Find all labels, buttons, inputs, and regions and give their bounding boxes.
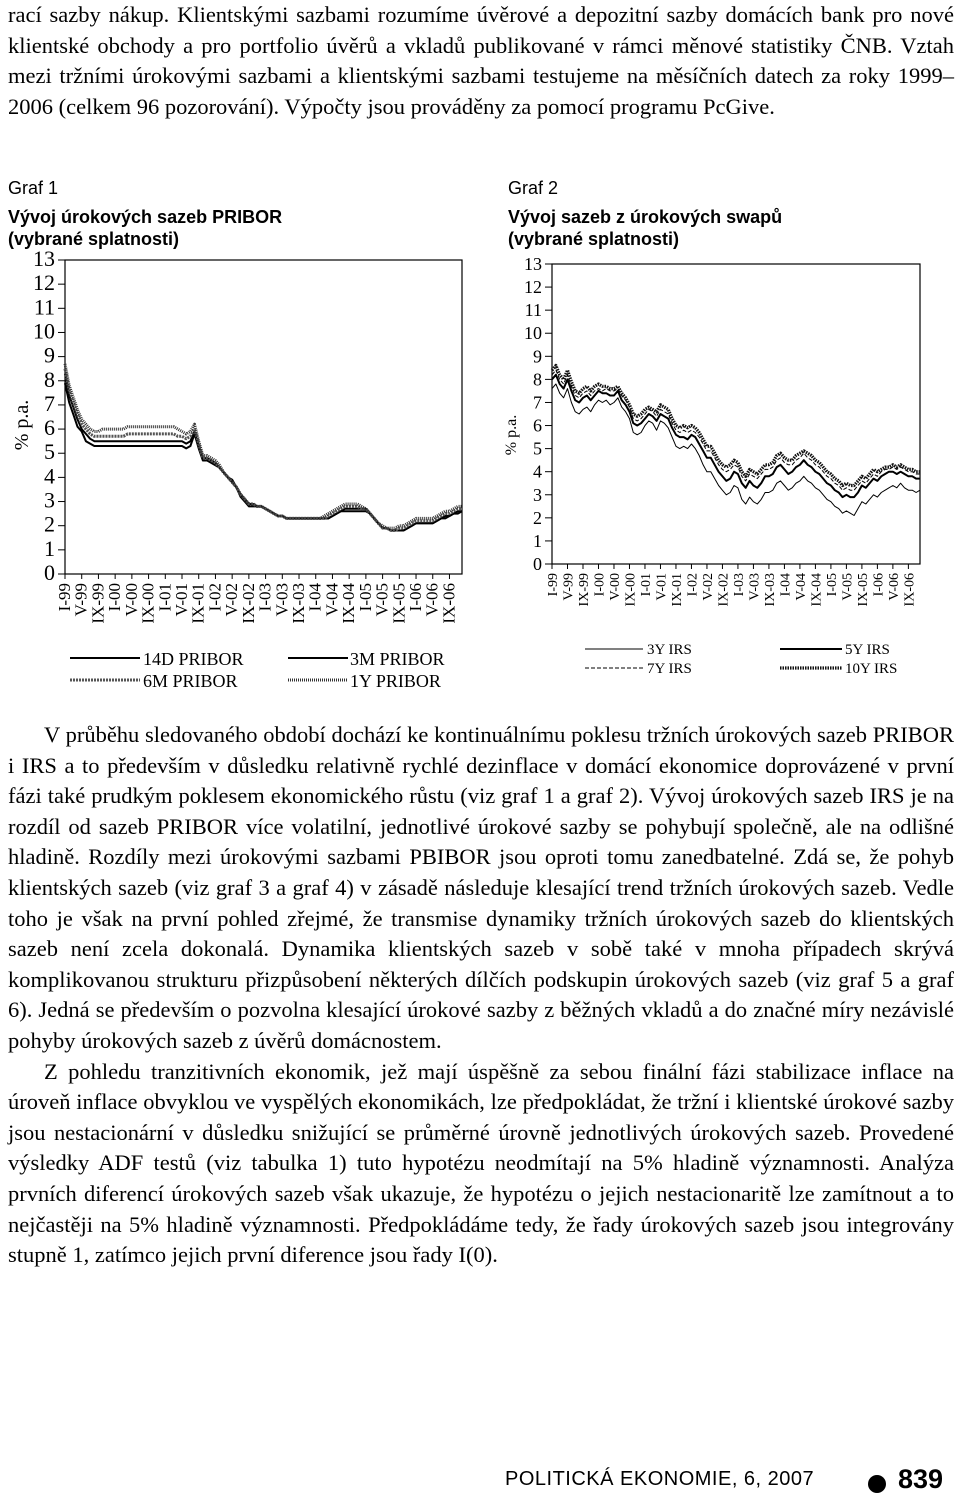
x-tick-label: IX-01 (669, 573, 685, 607)
y-tick-label: 5 (44, 439, 55, 465)
y-tick-label: 2 (44, 511, 55, 537)
x-tick-label: I-00 (592, 573, 608, 597)
x-tick-label: IX-05 (855, 573, 871, 607)
legend-label: 14D PRIBOR (143, 649, 244, 669)
y-tick-label: 6 (533, 415, 542, 436)
x-tick-label: I-01 (155, 583, 175, 612)
intro-paragraph (8, 0, 954, 122)
y-tick-label: 1 (533, 530, 542, 551)
x-tick-label: I-03 (731, 573, 747, 597)
x-tick-label: IX-99 (576, 573, 592, 607)
y-tick-label: 8 (533, 369, 542, 390)
x-tick-label: V-04 (322, 583, 342, 617)
x-tick-label: I-05 (355, 583, 375, 612)
x-tick-label: I-05 (824, 573, 840, 597)
x-tick-label: V-06 (886, 573, 902, 601)
y-tick-label: 9 (533, 346, 542, 367)
x-tick-label: IX-02 (238, 583, 258, 624)
body-text (8, 720, 954, 1271)
y-tick-label: 3 (44, 487, 55, 513)
x-tick-label: V-06 (422, 583, 442, 617)
y-tick-label: 13 (524, 254, 542, 274)
x-tick-label: I-03 (255, 583, 275, 612)
legend-label: 5Y IRS (845, 642, 890, 658)
x-tick-label: IX-02 (716, 573, 732, 607)
graf1-caption (8, 177, 282, 250)
page-number: 839 (898, 1464, 944, 1494)
x-tick-label: I-02 (685, 573, 701, 597)
body-paragraph-2: Z pohledu tranzitivních ekonomik, jež mají úspěšně za sebou finální fázi stabilizace inflace na úroveň inflace obvyklou ve vyspělých ekonomikách, lze předpokládat, že tržní i klientské úrokové sazby jsou nestacionární v důsledku snižující se průměrné úrovně jednotlivých úrokových sazeb. Provedené výsledky ADF testů (viz tabulka 1) tuto hypotézu neodmítají na 5% hladině významnosti. Analýza prvních diferencí úrokových sazeb však ukazuje, že hypotézu o jejich nestacionaritě lze zamítnout a to nejčastěji na 5% hladině významnosti. Předpokládáme tedy, že řady úrokových sazeb jsou integrovány stupně 1, zatímco jejich první diference jsou řady I(0). (8, 1058, 954, 1268)
x-tick-label: IX-04 (339, 583, 359, 624)
y-tick-label: 10 (33, 318, 55, 344)
x-tick-label: IX-06 (902, 573, 918, 607)
legend-label: 7Y IRS (647, 661, 692, 677)
graf2-title: Vývoj sazeb z úrokových swapů (508, 207, 783, 227)
journal-footer: POLITICKÁ EKONOMIE, 6, 2007 (505, 1468, 815, 1490)
x-tick-label: IX-01 (188, 583, 208, 624)
y-tick-label: 3 (533, 484, 542, 505)
x-tick-label: V-03 (272, 583, 292, 617)
x-tick-label: V-02 (222, 583, 242, 617)
x-tick-label: I-01 (638, 573, 654, 597)
legend-label: 10Y IRS (845, 661, 898, 677)
y-tick-label: 12 (33, 270, 55, 296)
x-tick-label: I-99 (55, 583, 74, 612)
x-tick-label: IX-03 (762, 573, 778, 607)
series-line-10y-irs (552, 366, 920, 486)
x-tick-label: IX-99 (88, 583, 108, 624)
legend-label: 3M PRIBOR (350, 649, 445, 669)
x-tick-label: IX-03 (289, 583, 309, 624)
body-paragraph-1: V průběhu sledovaného období dochází ke kontinuálnímu poklesu tržních úrokových sazeb PRIBOR i IRS a to především v důsledku relativně rychlé dezinflace v domácí ekonomice doprovázené v první fázi také prudkým poklesem ekonomického růstu (viz graf 1 a graf 2). Vývoj úrokových sazeb IRS je na rozdíl od sazeb PRIBOR více volatilní, jednotlivé úrokové sazby se pohybují společně, ale na odlišné hladině. Rozdíly mezi úrokovými sazbami PBIBOR jsou oproti tomu zanedbatelné. Zdá se, že pohyb klientských sazeb (viz graf 3 a graf 4) v zásadě následuje klesající trend tržních úrokových sazeb. Vedle toho je však na první pohled zřejmé, že transmise dynamiky tržních úrokových sazeb do klientských sazeb není zcela dokonalá. Dynamika klientských sazeb v sobě také v mnoha případech skrývá komplikovanou strukturu přizpůsobení některých dílčích podskupin úrokových sazeb (viz graf 5 a graf 6). Jedná se především o pozvolna klesající úrokové sazby z běžných vkladů a do značné míry nezávislé pohyby úrokových sazeb z úvěrů domácnostem. (8, 722, 954, 1053)
y-tick-label: 11 (33, 294, 55, 320)
x-tick-label: I-04 (778, 573, 794, 597)
x-tick-label: IX-00 (138, 583, 158, 624)
x-tick-label: V-00 (121, 583, 141, 617)
x-tick-label: IX-00 (623, 573, 639, 607)
y-tick-label: 10 (524, 323, 542, 344)
y-tick-label: 8 (44, 366, 55, 392)
graf1-subtitle: (vybrané splatnosti) (8, 229, 180, 249)
legend-label: 1Y PRIBOR (350, 671, 441, 691)
y-tick-label: 4 (44, 463, 55, 489)
x-tick-label: V-05 (372, 583, 392, 617)
x-tick-label: I-00 (105, 583, 125, 612)
x-tick-label: IX-05 (389, 583, 409, 624)
x-tick-label: V-01 (654, 573, 670, 601)
plot-frame (552, 264, 920, 564)
legend-label: 3Y IRS (647, 642, 692, 658)
x-tick-label: I-02 (205, 583, 225, 612)
irs-swap-chart (490, 250, 960, 700)
x-tick-label: I-99 (546, 573, 561, 597)
y-tick-label: 4 (533, 461, 542, 482)
y-tick-label: 7 (533, 392, 542, 413)
series-line-3y-irs (552, 384, 920, 516)
x-tick-label: I-06 (871, 573, 887, 597)
x-tick-label: V-99 (561, 573, 577, 601)
y-tick-label: 9 (44, 342, 55, 368)
y-tick-label: 11 (524, 300, 542, 321)
x-tick-label: V-00 (607, 573, 623, 601)
x-tick-label: IX-06 (439, 583, 459, 624)
x-tick-label: I-04 (305, 583, 325, 612)
x-tick-label: V-05 (840, 573, 856, 601)
y-tick-label: 6 (44, 415, 55, 441)
graf2-number: Graf 2 (508, 178, 559, 198)
y-tick-label: 1 (44, 535, 55, 561)
x-tick-label: V-02 (700, 573, 716, 601)
y-tick-label: 13 (33, 250, 55, 271)
graf1-title: Vývoj úrokových sazeb PRIBOR (8, 207, 283, 227)
y-tick-label: 5 (533, 438, 542, 459)
x-tick-label: V-01 (172, 583, 192, 617)
x-tick-label: V-99 (71, 583, 91, 617)
pribor-chart (0, 250, 480, 700)
footer-bullet-icon (868, 1475, 886, 1493)
graf1-number: Graf 1 (8, 178, 59, 198)
intro-text: rací sazby nákup. Klientskými sazbami rozumíme úvěrové a depozitní sazby domácích bank pro nové klientské obchody a pro portfolio úvěrů a vkladů publikované v rámci měnové statistiky ČNB. Vztah mezi tržními úrokovými sazbami a klientskými sazbami testujeme na měsíčních datech za roky 1999–2006 (celkem 96 pozorování). Výpočty jsou prováděny za pomocí programu PcGive. (8, 2, 954, 119)
y-tick-label: 7 (44, 390, 55, 416)
graf2-subtitle: (vybrané splatnosti) (508, 229, 680, 249)
y-axis-label: % p.a. (11, 399, 33, 451)
y-axis-label: % p.a. (503, 414, 520, 456)
y-tick-label: 0 (533, 554, 542, 574)
x-tick-label: I-06 (406, 583, 426, 612)
y-tick-label: 2 (533, 507, 542, 528)
y-tick-label: 12 (524, 277, 542, 298)
x-tick-label: V-03 (747, 573, 763, 601)
x-tick-label: V-04 (793, 573, 809, 601)
x-tick-label: IX-04 (809, 573, 825, 607)
graf2-caption (508, 177, 782, 250)
legend-label: 6M PRIBOR (143, 671, 238, 691)
y-tick-label: 0 (44, 560, 55, 585)
